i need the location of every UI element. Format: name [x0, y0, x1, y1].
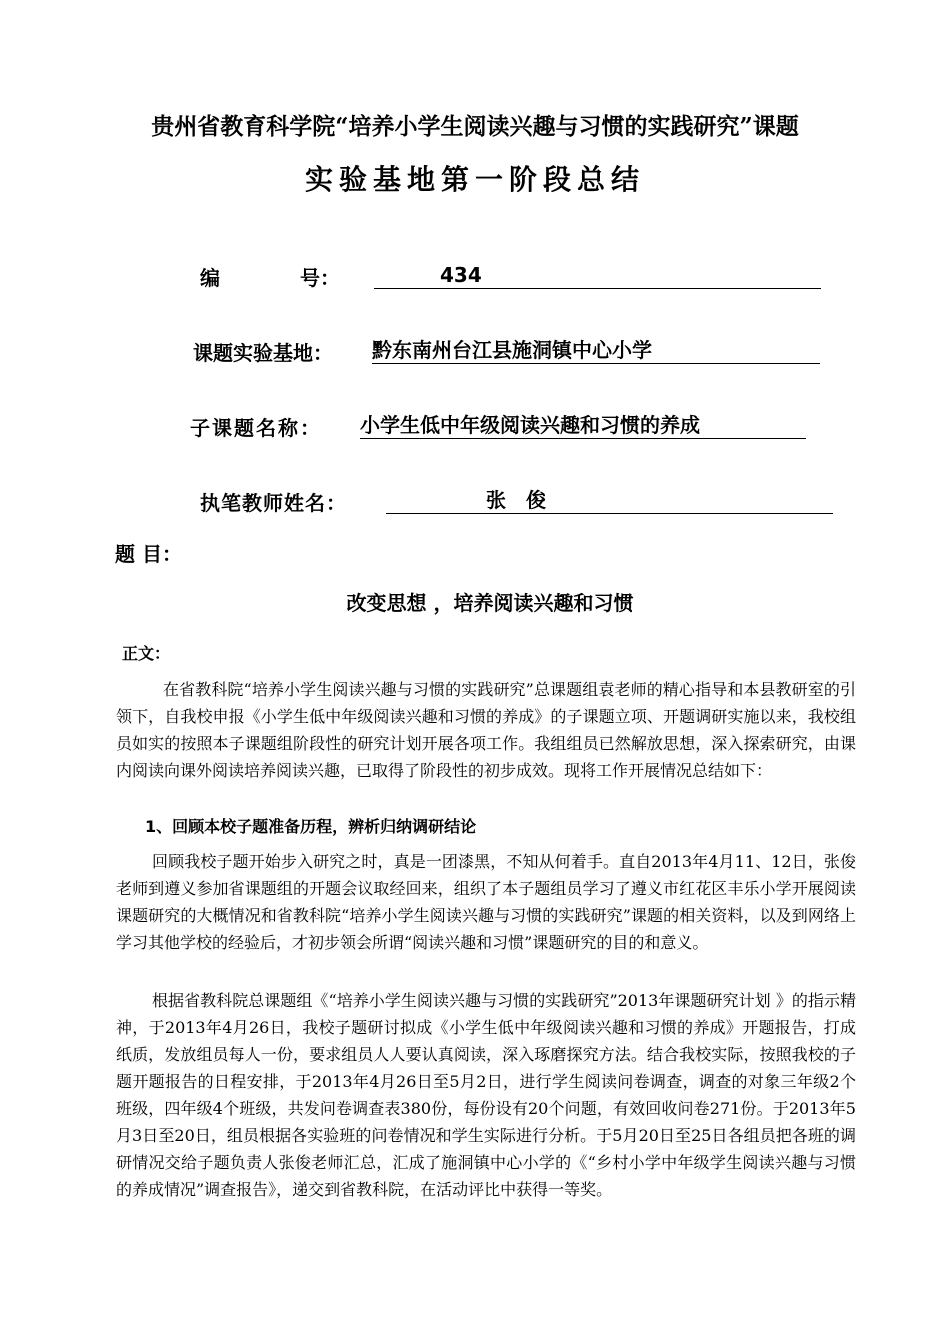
topic-label: 题 目：: [115, 542, 182, 566]
subtopic-value: 小学生低中年级阅读兴趣和习惯的养成: [360, 412, 806, 439]
experiment-base-label: 课题实验基地：: [193, 341, 333, 365]
number-value: 434: [374, 262, 821, 289]
subtopic-label: 子课题名称：: [190, 416, 322, 440]
teacher-name-value: 张 俊: [386, 487, 833, 514]
body-intro-label: 正文：: [122, 644, 171, 663]
number-label: 编 号：: [200, 266, 340, 290]
experiment-base-value: 黔东南州台江县施洞镇中心小学: [372, 337, 820, 364]
teacher-name-label: 执笔教师姓名：: [200, 491, 347, 515]
body-paragraph-1: 在省教科院“培养小学生阅读兴趣与习惯的实践研究”总课题组袁老师的精心指导和本县教研室的引领下，自我校申报《小学生低中年级阅读兴趣和习惯的养成》的子课题立项、开题调研实施以来，我校组员如实的按照本子课题组阶段性的研究计划开展各项工作。我组组员已然解放思想，深入探索研究，由课内阅读向课外阅读培养阅读兴趣，已取得了阶段性的初步成效。现将工作开展情况总结如下：: [116, 680, 856, 780]
section-1-heading: 1、回顾本校子题准备历程，辨析归纳调研结论: [145, 817, 477, 836]
document-title-line2: 实验基地第一阶段总结: [304, 163, 645, 196]
body-paragraph-3: 根据省教科院总课题组《“培养小学生阅读兴趣与习惯的实践研究”2013年课题研究计划 》的指示精神，于2013年4月26日，我校子题研讨拟成《小学生低中年级阅读兴趣和习惯的养成》开题报告，打成纸质，发放组员每人一份，要求组员人人要认真阅读，深入琢磨探究方法。结合我校实际，按照我校的子题开题报告的日程安排，于2013年4月26日至5月2日，进行学生阅读问卷调查，调查的对象三年级2个班级，四年级4个班级，共发问卷调查表380份，每份设有20个问题，有效回收问卷271份。于2013年5月3日至20日，组员根据各实验班的问卷情况和学生实际进行分析。于5月20日至25日各组员把各班的调研情况交给子题负责人张俊老师汇总，汇成了施洞镇中心小学的《“乡村小学中年级学生阅读兴趣与习惯的养成情况”调查报告》，递交到省教科院，在活动评比中获得一等奖。: [116, 991, 856, 1199]
body-paragraph-2: 回顾我校子题开始步入研究之时，真是一团漆黑，不知从何着手。直自2013年4月11、12日，张俊老师到遵义参加省课题组的开题会议取经回来，组织了本子题组员学习了遵义市红花区丰乐小学开展阅读课题研究的大概情况和省教科院“培养小学生阅读兴趣与习惯的实践研究”课题的相关资料，以及到网络上学习其他学校的经验后，才初步领会所谓“阅读兴趣和习惯”课题研究的目的和意义。: [116, 852, 856, 952]
document-title-line1: 贵州省教育科学院“培养小学生阅读兴趣与习惯的实践研究”课题: [151, 113, 799, 140]
topic-title: 改变思想 ，培养阅读兴趣和习惯: [346, 591, 634, 615]
